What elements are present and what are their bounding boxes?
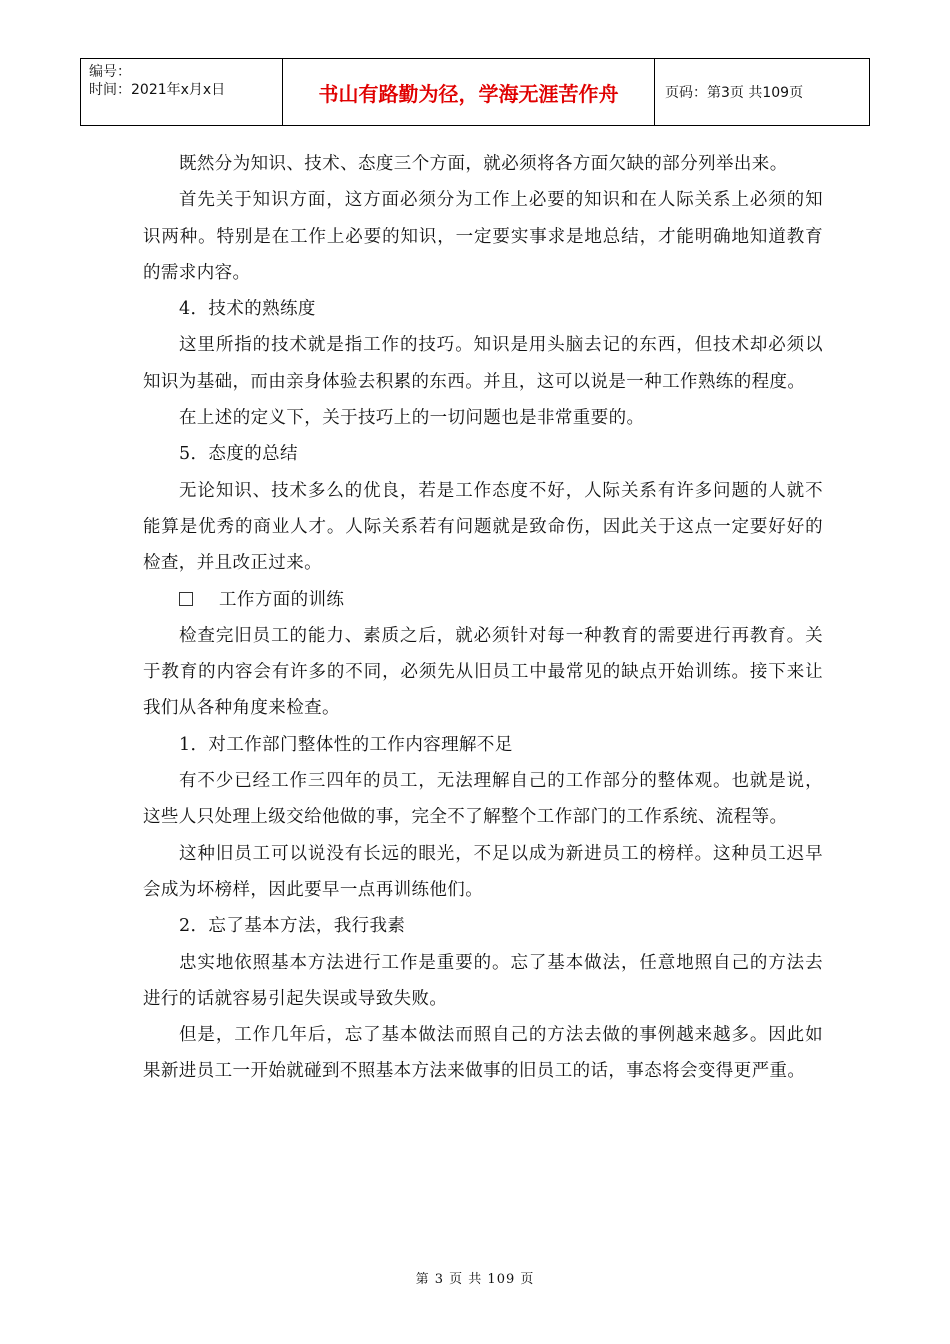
document-time-label: 时间：2021年x月x日 [89, 82, 226, 98]
paragraph: 但是，工作几年后，忘了基本做法而照自己的方法去做的事例越来越多。因此如果新进员工一开始就碰到不照基本方法来做事的旧员工的话，事态将会变得更严重。 [143, 1025, 823, 1082]
section-heading: 1．对工作部门整体性的工作内容理解不足 [179, 734, 513, 755]
checkbox-square-icon [179, 592, 193, 606]
section-heading: 4．技术的熟练度 [179, 299, 316, 320]
paragraph: 有不少已经工作三四年的员工，无法理解自己的工作部分的整体观。也就是说，这些人只处理上级交给他做的事，完全不了解整个工作部门的工作系统、流程等。 [143, 771, 823, 828]
section-title-row [143, 582, 823, 618]
document-number-label: 编号： [89, 64, 131, 80]
section-heading: 2．忘了基本方法，我行我素 [179, 916, 406, 937]
paragraph: 首先关于知识方面，这方面必须分为工作上必要的知识和在人际关系上必须的知识两种。特别是在工作上必要的知识，一定要实事求是地总结，才能明确地知道教育的需求内容。 [143, 190, 823, 283]
page-footer: 第 3 页 共 109 页 [415, 1272, 535, 1287]
document-body [143, 146, 823, 1090]
page-header [80, 58, 870, 126]
paragraph: 这种旧员工可以说没有长远的眼光，不足以成为新进员工的榜样。这种员工迟早会成为坏榜样，因此要早一点再训练他们。 [143, 843, 823, 900]
section-heading: 5．态度的总结 [179, 444, 298, 465]
paragraph: 在上述的定义下，关于技巧上的一切问题也是非常重要的。 [179, 408, 645, 429]
paragraph: 检查完旧员工的能力、素质之后，就必须针对每一种教育的需要进行再教育。关于教育的内容会有许多的不同，必须先从旧员工中最常见的缺点开始训练。接下来让我们从各种角度来检查。 [143, 625, 823, 719]
header-motto: 书山有路勤为径，学海无涯苦作舟 [283, 59, 655, 125]
paragraph: 无论知识、技术多么的优良，若是工作态度不好，人际关系有许多问题的人就不能算是优秀的商业人才。人际关系若有问题就是致命伤，因此关于这点一定要好好的检查，并且改正过来。 [143, 480, 823, 574]
paragraph: 这里所指的技术就是指工作的技巧。知识是用头脑去记的东西，但技术却必须以知识为基础，而由亲身体验去积累的东西。并且，这可以说是一种工作熟练的程度。 [143, 335, 823, 392]
paragraph: 忠实地依照基本方法进行工作是重要的。忘了基本做法，任意地照自己的方法去进行的话就容易引起失误或导致失败。 [143, 952, 823, 1009]
header-page-code: 页码：第3页 共109页 [665, 85, 804, 101]
header-meta [81, 59, 283, 125]
paragraph: 既然分为知识、技术、态度三个方面，就必须将各方面欠缺的部分列举出来。 [179, 154, 788, 174]
section-title: 工作方面的训练 [219, 589, 345, 610]
